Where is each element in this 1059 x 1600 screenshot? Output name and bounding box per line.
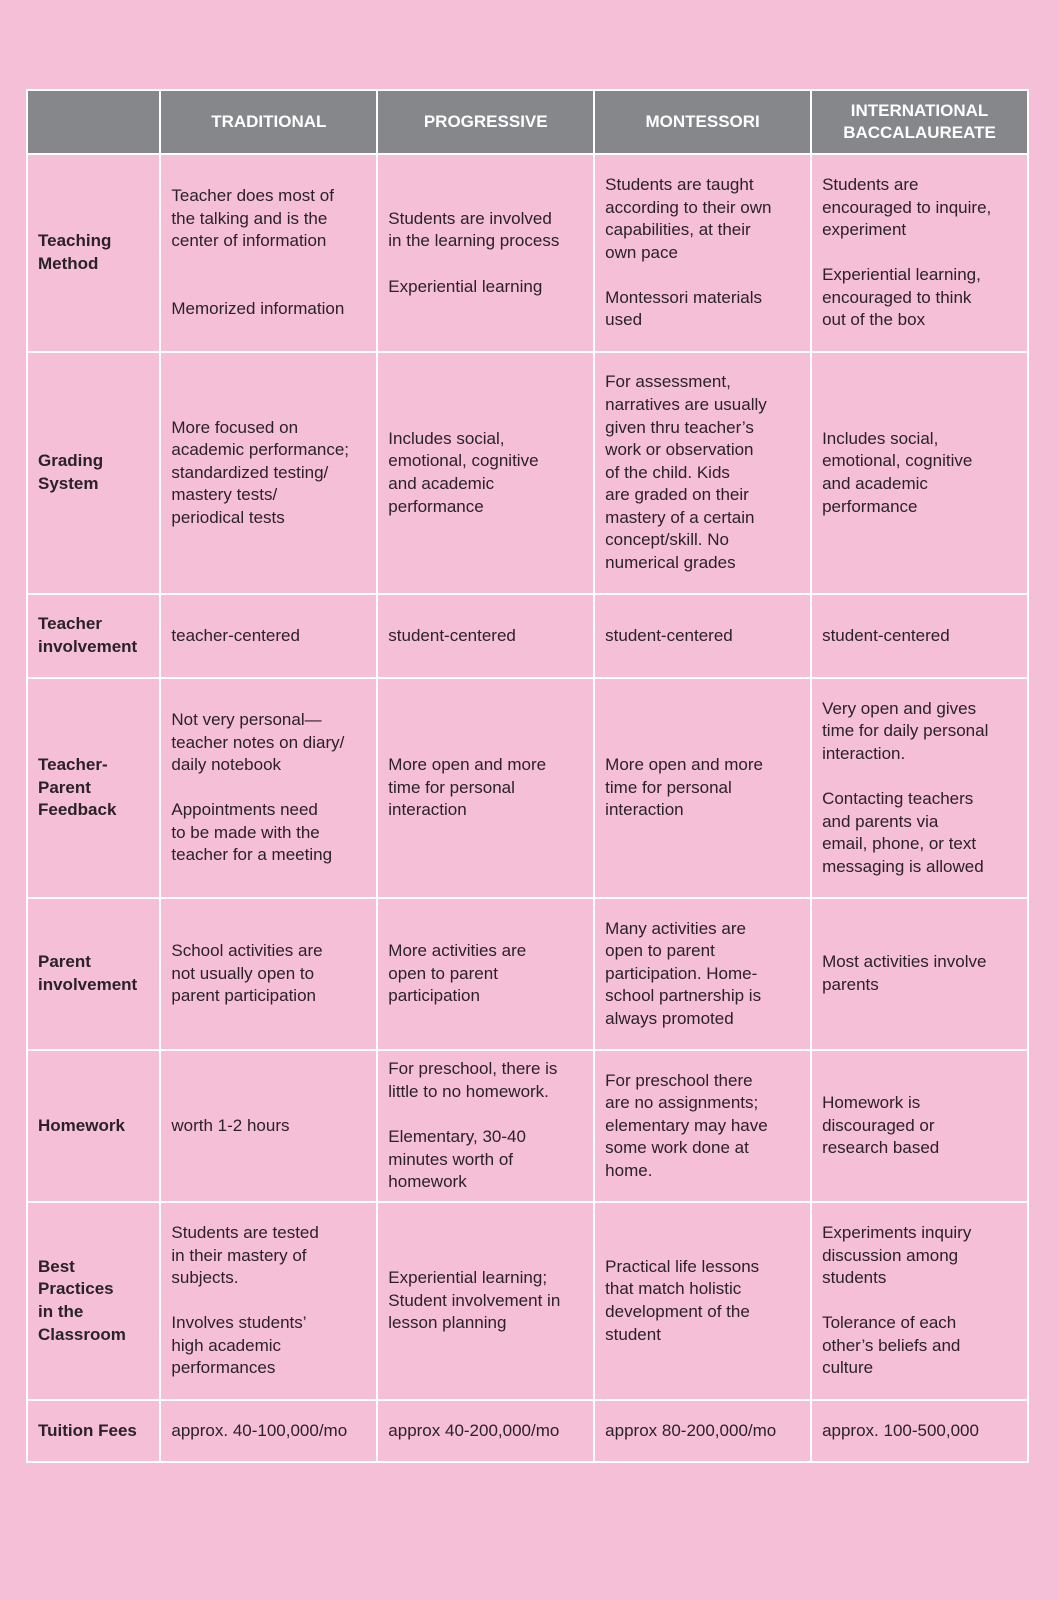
cell-paragraph: Includes social, emotional, cognitive and academic performance bbox=[388, 428, 539, 516]
row-label: Teacher- Parent Feedback bbox=[27, 678, 160, 898]
cell-paragraph: Many activities are open to parent participation. Home- school partnership is always promoted bbox=[605, 918, 762, 1028]
table-cell bbox=[160, 1202, 377, 1400]
table-cell bbox=[811, 1050, 1028, 1202]
table-cell bbox=[594, 1202, 811, 1400]
cell-paragraph: Experiments inquiry discussion among students bbox=[822, 1222, 972, 1288]
cell-paragraph: Appointments need to be made with the teacher for a meeting bbox=[171, 800, 333, 865]
table-cell bbox=[811, 154, 1028, 352]
table-cell bbox=[377, 1050, 594, 1202]
cell-paragraph: Experiential learning bbox=[388, 276, 543, 296]
table-body bbox=[27, 154, 1028, 1462]
table-row bbox=[27, 154, 1028, 352]
table-cell bbox=[811, 594, 1028, 678]
cell-paragraph: worth 1-2 hours bbox=[171, 1115, 290, 1135]
cell-paragraph: Memorized information bbox=[171, 299, 345, 319]
table-cell bbox=[160, 898, 377, 1050]
cell-paragraph: Practical life lessons that match holistic development of the student bbox=[605, 1256, 760, 1344]
table-cell bbox=[594, 898, 811, 1050]
cell-paragraph: For preschool there are no assignments; elementary may have some work done at home. bbox=[605, 1070, 768, 1180]
comparison-table bbox=[26, 89, 1029, 1463]
cell-paragraph: approx. 100-500,000 bbox=[822, 1420, 979, 1440]
header-progressive: PROGRESSIVE bbox=[377, 90, 594, 154]
cell-paragraph: Montessori materials used bbox=[605, 287, 762, 330]
cell-paragraph: teacher-centered bbox=[171, 625, 300, 645]
cell-paragraph: Very open and gives time for daily personal interaction. bbox=[822, 698, 989, 763]
cell-paragraph: Students are taught according to their own capabilities, at their own pace bbox=[605, 174, 772, 262]
row-label: Homework bbox=[27, 1050, 160, 1202]
cell-paragraph: More activities are open to parent participation bbox=[388, 941, 527, 1006]
row-label: Teaching Method bbox=[27, 154, 160, 352]
table-cell bbox=[160, 352, 377, 594]
table-cell bbox=[811, 898, 1028, 1050]
cell-paragraph: More open and more time for personal interaction bbox=[388, 755, 547, 820]
table-cell bbox=[377, 898, 594, 1050]
table-cell bbox=[160, 1050, 377, 1202]
table-cell bbox=[160, 678, 377, 898]
table-cell bbox=[160, 594, 377, 678]
table-cell bbox=[377, 678, 594, 898]
cell-paragraph: Students are encouraged to inquire, experiment bbox=[822, 174, 992, 240]
cell-paragraph: More open and more time for personal interaction bbox=[605, 755, 763, 820]
table-row bbox=[27, 352, 1028, 594]
cell-paragraph: Includes social, emotional, cognitive and academic performance bbox=[822, 428, 973, 516]
cell-paragraph: approx. 40-100,000/mo bbox=[171, 1420, 348, 1440]
cell-paragraph: Homework is discouraged or research based bbox=[822, 1093, 940, 1158]
cell-paragraph: Experiential learning; Student involvement in lesson planning bbox=[388, 1268, 561, 1333]
cell-paragraph: student-centered bbox=[822, 625, 950, 645]
cell-paragraph: student-centered bbox=[605, 625, 733, 645]
table-cell bbox=[594, 154, 811, 352]
table-row bbox=[27, 1202, 1028, 1400]
table-cell bbox=[377, 1202, 594, 1400]
table-cell bbox=[594, 594, 811, 678]
cell-paragraph: Not very personal— teacher notes on diary/ daily notebook bbox=[171, 709, 345, 775]
cell-paragraph: Students are tested in their mastery of subjects. bbox=[171, 1222, 319, 1288]
cell-paragraph: Contacting teachers and parents via email, phone, or text messaging is allowed bbox=[822, 789, 984, 876]
table-cell bbox=[377, 1400, 594, 1462]
cell-paragraph: For assessment, narratives are usually given thru teacher’s work or observation of the child. Kids are graded on their mastery of a certain concept/skill. No numerical grades bbox=[605, 372, 767, 573]
row-label: Grading System bbox=[27, 352, 160, 594]
header-montessori: MONTESSORI bbox=[594, 90, 811, 154]
table-cell bbox=[377, 154, 594, 352]
table-row bbox=[27, 1400, 1028, 1462]
cell-paragraph bbox=[171, 253, 366, 276]
table-cell bbox=[594, 1050, 811, 1202]
header-corner bbox=[27, 90, 160, 154]
table-cell bbox=[594, 678, 811, 898]
cell-paragraph: Involves students’ high academic performances bbox=[171, 1313, 307, 1378]
table-row bbox=[27, 678, 1028, 898]
table-cell bbox=[594, 352, 811, 594]
header-row bbox=[27, 90, 1028, 154]
cell-paragraph: Elementary, 30-40 minutes worth of homework bbox=[388, 1127, 526, 1192]
cell-paragraph: Experiential learning, encouraged to think out of the box bbox=[822, 265, 981, 330]
table-cell bbox=[811, 1400, 1028, 1462]
cell-paragraph: Students are involved in the learning process bbox=[388, 208, 560, 251]
table-cell bbox=[811, 678, 1028, 898]
cell-paragraph: For preschool, there is little to no homework. bbox=[388, 1059, 558, 1101]
cell-paragraph: student-centered bbox=[388, 625, 516, 645]
table-row bbox=[27, 594, 1028, 678]
header-international-baccalaureate: INTERNATIONAL BACCALAUREATE bbox=[811, 90, 1028, 154]
header-traditional: TRADITIONAL bbox=[160, 90, 377, 154]
row-label: Parent involvement bbox=[27, 898, 160, 1050]
cell-paragraph: School activities are not usually open to parent participation bbox=[171, 941, 323, 1006]
cell-paragraph: Tolerance of each other’s beliefs and culture bbox=[822, 1313, 961, 1378]
cell-paragraph: Teacher does most of the talking and is the center of information bbox=[171, 186, 334, 251]
row-label: Best Practices in the Classroom bbox=[27, 1202, 160, 1400]
cell-paragraph: approx 80-200,000/mo bbox=[605, 1420, 777, 1440]
table-row bbox=[27, 1050, 1028, 1202]
cell-paragraph: More focused on academic performance; standardized testing/ mastery tests/ periodical tests bbox=[171, 417, 350, 527]
table-cell bbox=[811, 352, 1028, 594]
table-cell bbox=[377, 594, 594, 678]
table-cell bbox=[160, 1400, 377, 1462]
row-label: Teacher involvement bbox=[27, 594, 160, 678]
table-row bbox=[27, 898, 1028, 1050]
table-cell bbox=[811, 1202, 1028, 1400]
cell-paragraph: Most activities involve parents bbox=[822, 952, 987, 994]
cell-paragraph: approx 40-200,000/mo bbox=[388, 1420, 560, 1440]
table-cell bbox=[160, 154, 377, 352]
row-label: Tuition Fees bbox=[27, 1400, 160, 1462]
table-cell bbox=[377, 352, 594, 594]
table-cell bbox=[594, 1400, 811, 1462]
